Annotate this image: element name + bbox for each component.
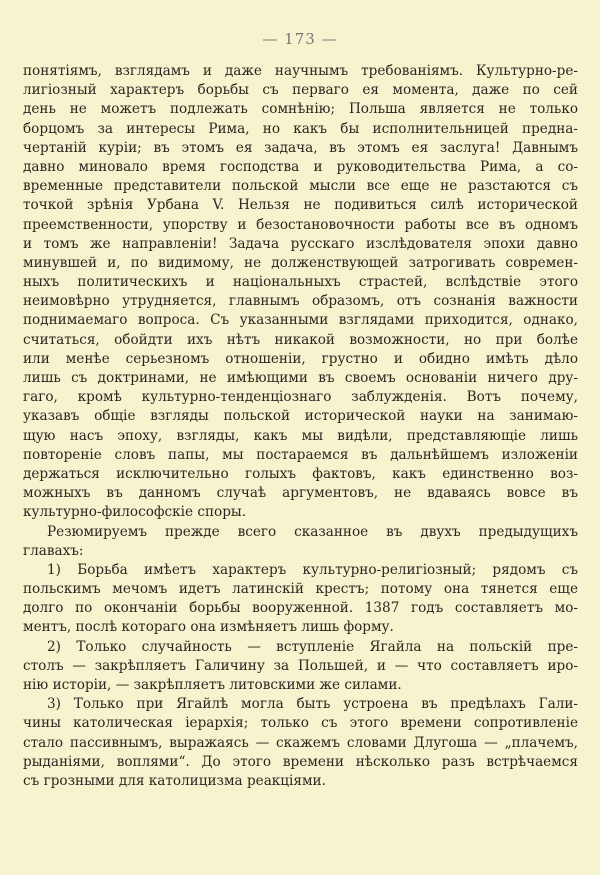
text-line: чертаній куріи; въ этомъ ея задача, въ этомъ ея заслуга! Давнымъ xyxy=(23,139,578,156)
text-line: или менѣе серьезномъ отношеніи, грустно и обидно имѣть дѣло xyxy=(23,350,578,367)
text-line: минувшей и, по видимому, не долженствующей затрогивать современ- xyxy=(23,254,578,271)
text-line: можныхъ въ данномъ случаѣ аргументовъ, не вдаваясь вовсе въ xyxy=(23,485,578,502)
text-line: чины католическая іерархія; только съ этого времени сопротивленіе xyxy=(23,715,578,732)
text-line: съ грозными для католицизма реакціями. xyxy=(23,772,326,789)
text-line: неимовѣрно утрудняется, главнымъ образомъ, отъ сознанія важности xyxy=(23,293,578,310)
text-line: точкой зрѣнія Урбана V. Нельзя не подивиться силѣ исторической xyxy=(23,197,578,214)
text-line: борцомъ за интересы Рима, но какъ бы исполнительницей предна- xyxy=(23,120,578,137)
text-line: долго по окончаніи борьбы вооруженной. 1387 годъ составляетъ мо- xyxy=(23,600,578,617)
text-line: стало пассивнымъ, выражаясь — скажемъ словами Длугоша — „плачемъ, xyxy=(23,734,578,751)
text-line: польскимъ мечомъ идетъ латинскій крестъ; потому она тянется еще xyxy=(23,581,578,598)
text-line: ментъ, послѣ котораго она измѣняетъ лишь форму. xyxy=(23,619,394,636)
text-line: считаться, обойдти ихъ нѣтъ никакой возможности, но при болѣе xyxy=(23,331,578,348)
text-line: держаться исключительно голыхъ фактовъ, какъ единственно воз- xyxy=(23,465,578,482)
text-line: Резюмируемъ прежде всего сказанное въ двухъ предыдущихъ xyxy=(47,523,578,540)
text-line: поднимаемаго вопроса. Съ указанными взглядами приходится, однако, xyxy=(23,312,578,329)
text-line: щую насъ эпоху, взгляды, какъ мы видѣли, представляющіе лишь xyxy=(23,427,578,444)
text-line: повтореніе словъ папы, мы постараемся въ дальнѣйшемъ изложеніи xyxy=(23,446,578,463)
text-line: столъ — закрѣпляетъ Галичину за Польшей, и — что составляетъ иро- xyxy=(23,657,578,674)
page-number: — 173 — xyxy=(262,30,338,48)
text-line: преемственности, упорству и безостановочности работы все въ одномъ xyxy=(23,216,578,233)
text-line: день не можетъ подлежать сомнѣнію; Польша является не только xyxy=(23,101,578,118)
text-line: 2) Только случайность — вступленіе Ягайла на польскій пре- xyxy=(47,638,578,655)
text-line: лишь съ доктринами, не имѣющими въ своемъ основаніи ничего дру- xyxy=(23,370,578,386)
body-text xyxy=(23,62,578,791)
text-line: нію исторіи, — закрѣпляетъ литовскими же силами. xyxy=(23,677,402,693)
text-line: рыданіями, воплями“. До этого времени нѣсколько разъ встрѣчаемся xyxy=(23,753,578,770)
text-line: давно миновало время господства и руководительства Рима, а со- xyxy=(23,158,578,175)
text-line: 3) Только при Ягайлѣ могла быть устроена въ предѣлахъ Гали- xyxy=(47,696,578,713)
text-line: лигіозный характеръ борьбы съ перваго ея момента, даже по сей xyxy=(23,82,578,99)
text-line: указавъ общіе взгляды польской исторической науки на занимаю- xyxy=(23,408,578,425)
text-line: и томъ же направленіи! Задача русскаго изслѣдователя эпохи давно xyxy=(23,235,578,252)
text-line: культурно-философскіе споры. xyxy=(23,504,247,521)
text-line: главахъ: xyxy=(23,542,84,559)
text-line: 1) Борьба имѣетъ характеръ культурно-религіозный; рядомъ съ xyxy=(47,561,578,578)
text-line: понятіямъ, взглядамъ и даже научнымъ требованіямъ. Культурно-ре- xyxy=(23,63,578,79)
text-line: временные представители польской мысли все еще не разстаются съ xyxy=(23,178,578,195)
text-line: гаго, кромѣ культурно-тенденціознаго заблужденія. Вотъ почему, xyxy=(23,389,578,406)
text-line: ныхъ политическихъ и національныхъ страстей, вслѣдствіе этого xyxy=(23,274,578,291)
